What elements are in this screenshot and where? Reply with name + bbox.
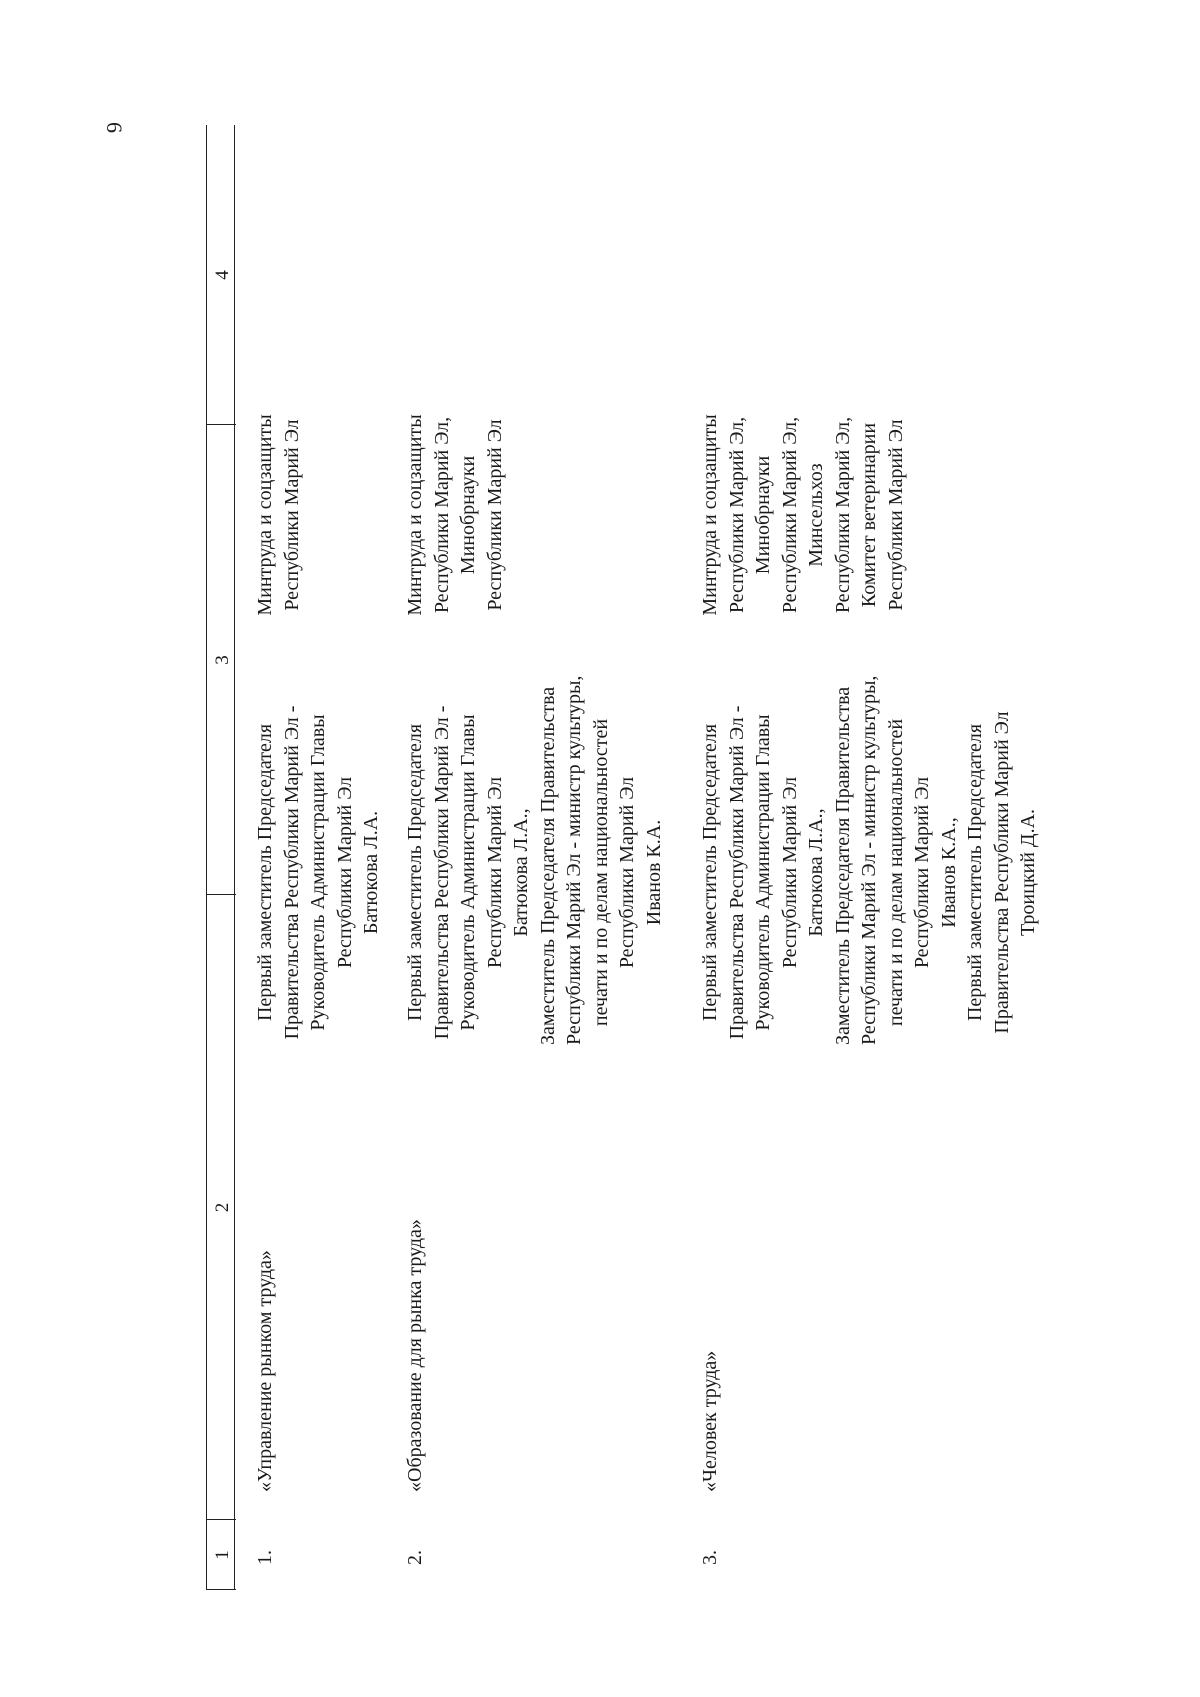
responsible-line: Правительства Республики Марий Эл - [725,705,748,1040]
responsible-cell [402,675,667,1045]
program-name: «Человек труда» [699,1350,721,1492]
responsible-line: Иванов К.А., [937,817,960,928]
responsible-line: Первый заместитель Председателя [254,723,276,1022]
row-number: 2. [404,1550,426,1565]
executor-line: Минобрнауки [752,455,774,575]
executor-cell [252,350,305,680]
executor-line: Минтруда и соцзащиты [254,414,276,616]
program-name: «Управление рынком труда» [254,1250,276,1492]
executor-line: Республики Марий Эл, [831,416,854,614]
executor-line: Республики Марий Эл, [778,416,801,614]
header-cell-3: 3 [212,655,233,665]
executor-line: Минсельхоз [805,463,827,567]
responsible-line: Первый заместитель Председателя [699,723,721,1022]
header-cell-4: 4 [212,270,233,280]
responsible-line: Батюкова Л.А. [360,810,382,935]
executor-line: Республики Марий Эл, [430,416,453,614]
executor-line: Республики Марий Эл [884,419,907,611]
responsible-line: Батюкова Л.А., [805,808,827,937]
executor-line: Минтруда и соцзащиты [699,414,721,616]
responsible-line: Руководитель Администрации Главы [307,714,329,1031]
responsible-line: Первый заместитель Председателя [404,723,426,1022]
executor-line: Комитет ветеринарии [858,422,880,608]
page-number: 6 [102,122,127,133]
responsible-cell [252,700,385,1045]
responsible-line: Республики Марий Эл [616,776,638,969]
responsible-line: печати и по делам национальностей [884,718,907,1027]
responsible-line: Правительства Республики Марий Эл [990,711,1013,1034]
executor-line: Республики Марий Эл, [725,416,748,614]
row-number: 1. [254,1550,276,1565]
executor-cell [697,350,909,680]
executor-line: Республики Марий Эл [280,419,303,611]
program-name: «Образование для рынка труда» [404,1219,426,1492]
table-top-border [206,125,207,1590]
responsible-line: Республики Марий Эл - министр культуры, [858,675,880,1045]
responsible-line: Республики Марий Эл - министр культуры, [563,675,585,1045]
responsible-line: Правительства Республики Марий Эл - [430,705,453,1040]
executor-cell [402,350,508,680]
responsible-line: Троицкий Д.А. [1017,808,1039,937]
responsible-line: Республики Марий Эл [911,776,933,969]
executor-line: Республики Марий Эл [483,419,506,611]
responsible-cell [697,675,1042,1045]
responsible-line: Республики Марий Эл [778,776,801,969]
responsible-line: Республики Марий Эл [483,776,506,969]
responsible-line: печати и по делам национальностей [589,718,612,1027]
responsible-line: Заместитель Председателя Правительства [831,686,854,1045]
executor-line: Минобрнауки [457,455,479,575]
responsible-line: Республики Марий Эл [333,776,356,969]
responsible-line: Правительства Республики Марий Эл - [280,705,303,1040]
responsible-line: Иванов К.А. [642,819,665,926]
header-cell-2: 2 [212,1202,233,1213]
responsible-line: Руководитель Администрации Главы [752,714,774,1031]
row-number: 3. [699,1550,721,1565]
header-cell-1: 1 [212,1550,233,1560]
responsible-line: Руководитель Администрации Главы [457,714,479,1031]
responsible-line: Первый заместитель Председателя [964,723,986,1022]
responsible-line: Заместитель Председателя Правительства [536,686,559,1045]
responsible-line: Батюкова Л.А., [510,808,532,937]
executor-line: Минтруда и соцзащиты [404,414,426,616]
document-table [212,125,1112,1590]
